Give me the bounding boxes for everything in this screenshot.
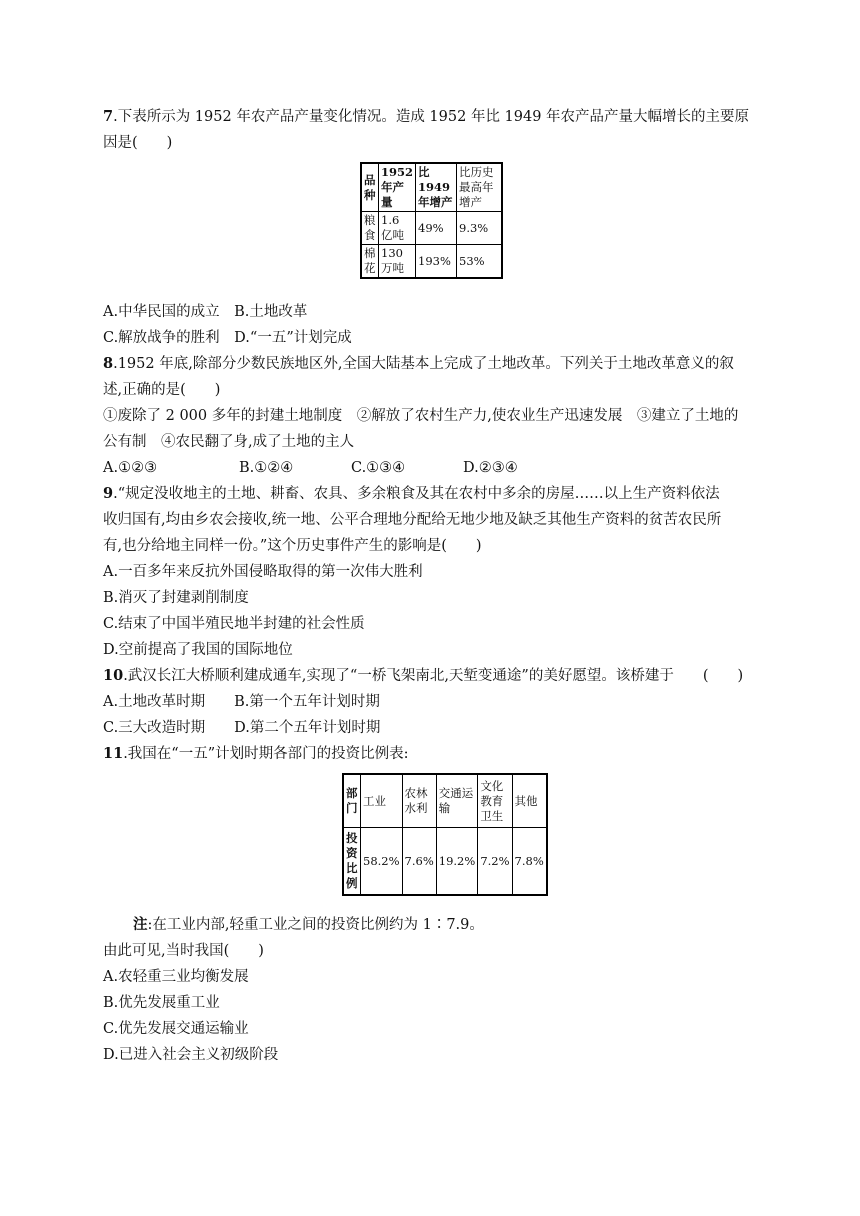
table-cell: 49% [416, 212, 457, 245]
q8-stem-line-2: 述,正确的是( ) [103, 382, 221, 398]
table-row [343, 828, 547, 896]
table-cell: 58.2% [361, 828, 403, 896]
q8-option-c: C.①③④ [351, 460, 406, 476]
q8-stem-line-1: 8.1952 年底,除部分少数民族地区外,全国大陆基本上完成了土地改革。下列关于土地改革意义的叙 [103, 355, 734, 372]
table-row [361, 212, 502, 245]
table-row [361, 163, 502, 212]
question-8 [103, 351, 763, 481]
q9-option-d: D.空前提高了我国的国际地位 [103, 642, 293, 658]
q7-stem-line-2: 因是( ) [103, 135, 173, 151]
row-label-cell: 投资比例 [343, 828, 361, 896]
header-cell: 其他 [512, 774, 547, 828]
q8-options [103, 455, 763, 481]
header-cell: 比1949年增产 [416, 163, 457, 212]
question-10 [103, 663, 763, 741]
question-7 [103, 104, 763, 351]
q11-option-a: A.农轻重三业均衡发展 [103, 969, 249, 985]
header-cell: 比历史最高年增产 [457, 163, 503, 212]
q11-option-b: B.优先发展重工业 [103, 995, 220, 1011]
q7-production-table [360, 162, 503, 279]
question-11 [103, 741, 763, 1068]
q9-option-a: A.一百多年来反抗外国侵略取得的第一次伟大胜利 [103, 564, 423, 580]
table-cell: 53% [457, 245, 503, 279]
question-9 [103, 481, 763, 663]
q7-options-line-2: C.解放战争的胜利 D.“一五”计划完成 [103, 330, 352, 346]
q8-option-a: A.①②③ [103, 460, 158, 476]
q9-stem-line-1: 9.“规定没收地主的土地、耕畜、农具、多余粮食及其在农村中多余的房屋……以上生产资料依法 [103, 485, 720, 502]
header-cell: 工业 [361, 774, 403, 828]
table-cell: 7.6% [402, 828, 436, 896]
header-cell: 部门 [343, 774, 361, 828]
header-cell: 品种 [361, 163, 379, 212]
q7-stem-line-1: 7.下表所示为 1952 年农产品产量变化情况。造成 1952 年比 1949 年农产品产量大幅增长的主要原 [103, 108, 750, 125]
table-cell: 130 万吨 [379, 245, 416, 279]
q7-options-line-1: A.中华民国的成立 B.土地改革 [103, 304, 308, 320]
q11-investment-table [342, 773, 548, 896]
header-cell: 1952年产量 [379, 163, 416, 212]
q8-option-b: B.①②④ [239, 460, 294, 476]
q9-option-b: B.消灭了封建剥削制度 [103, 590, 249, 606]
q8-items-line-2: 公有制 ④农民翻了身,成了土地的主人 [103, 434, 355, 450]
q8-items-line-1: ①废除了 2 000 多年的封建土地制度 ②解放了农村生产力,使农业生产迅速发展 ③建立了土地的 [103, 408, 739, 424]
q11-lead: 由此可见,当时我国( ) [103, 943, 264, 959]
table-row [361, 245, 502, 279]
table-row [343, 774, 547, 828]
table-cell: 棉花 [361, 245, 379, 279]
q10-options-line-1: A.土地改革时期 B.第一个五年计划时期 [103, 694, 380, 710]
q10-stem: 10.武汉长江大桥顺利建成通车,实现了“一桥飞架南北,天堑变通途”的美好愿望。该桥建于 ( ) [103, 667, 744, 684]
q11-option-d: D.已进入社会主义初级阶段 [103, 1047, 279, 1063]
header-cell: 文化教育卫生 [478, 774, 512, 828]
table-cell: 193% [416, 245, 457, 279]
q9-option-c: C.结束了中国半殖民地半封建的社会性质 [103, 616, 365, 632]
q10-options-line-2: C.三大改造时期 D.第二个五年计划时期 [103, 720, 381, 736]
q11-stem: 11.我国在“一五”计划时期各部门的投资比例表: [103, 745, 409, 762]
q11-note: 注:在工业内部,轻重工业之间的投资比例约为 1∶7.9。 [133, 916, 484, 933]
table-cell: 粮食 [361, 212, 379, 245]
q8-option-d: D.②③④ [463, 460, 518, 476]
table-cell: 7.8% [512, 828, 547, 896]
table-cell: 9.3% [457, 212, 503, 245]
q9-stem-line-3: 有,也分给地主同样一份。”这个历史事件产生的影响是( ) [103, 538, 482, 554]
header-cell: 交通运输 [436, 774, 478, 828]
q11-option-c: C.优先发展交通运输业 [103, 1021, 249, 1037]
exam-page [103, 104, 763, 1068]
table-cell: 7.2% [478, 828, 512, 896]
header-cell: 农林水利 [402, 774, 436, 828]
table-cell: 1.6 亿吨 [379, 212, 416, 245]
table-cell: 19.2% [436, 828, 478, 896]
q9-stem-line-2: 收归国有,均由乡农会接收,统一地、公平合理地分配给无地少地及缺乏其他生产资料的贫苦农民所 [103, 512, 722, 528]
